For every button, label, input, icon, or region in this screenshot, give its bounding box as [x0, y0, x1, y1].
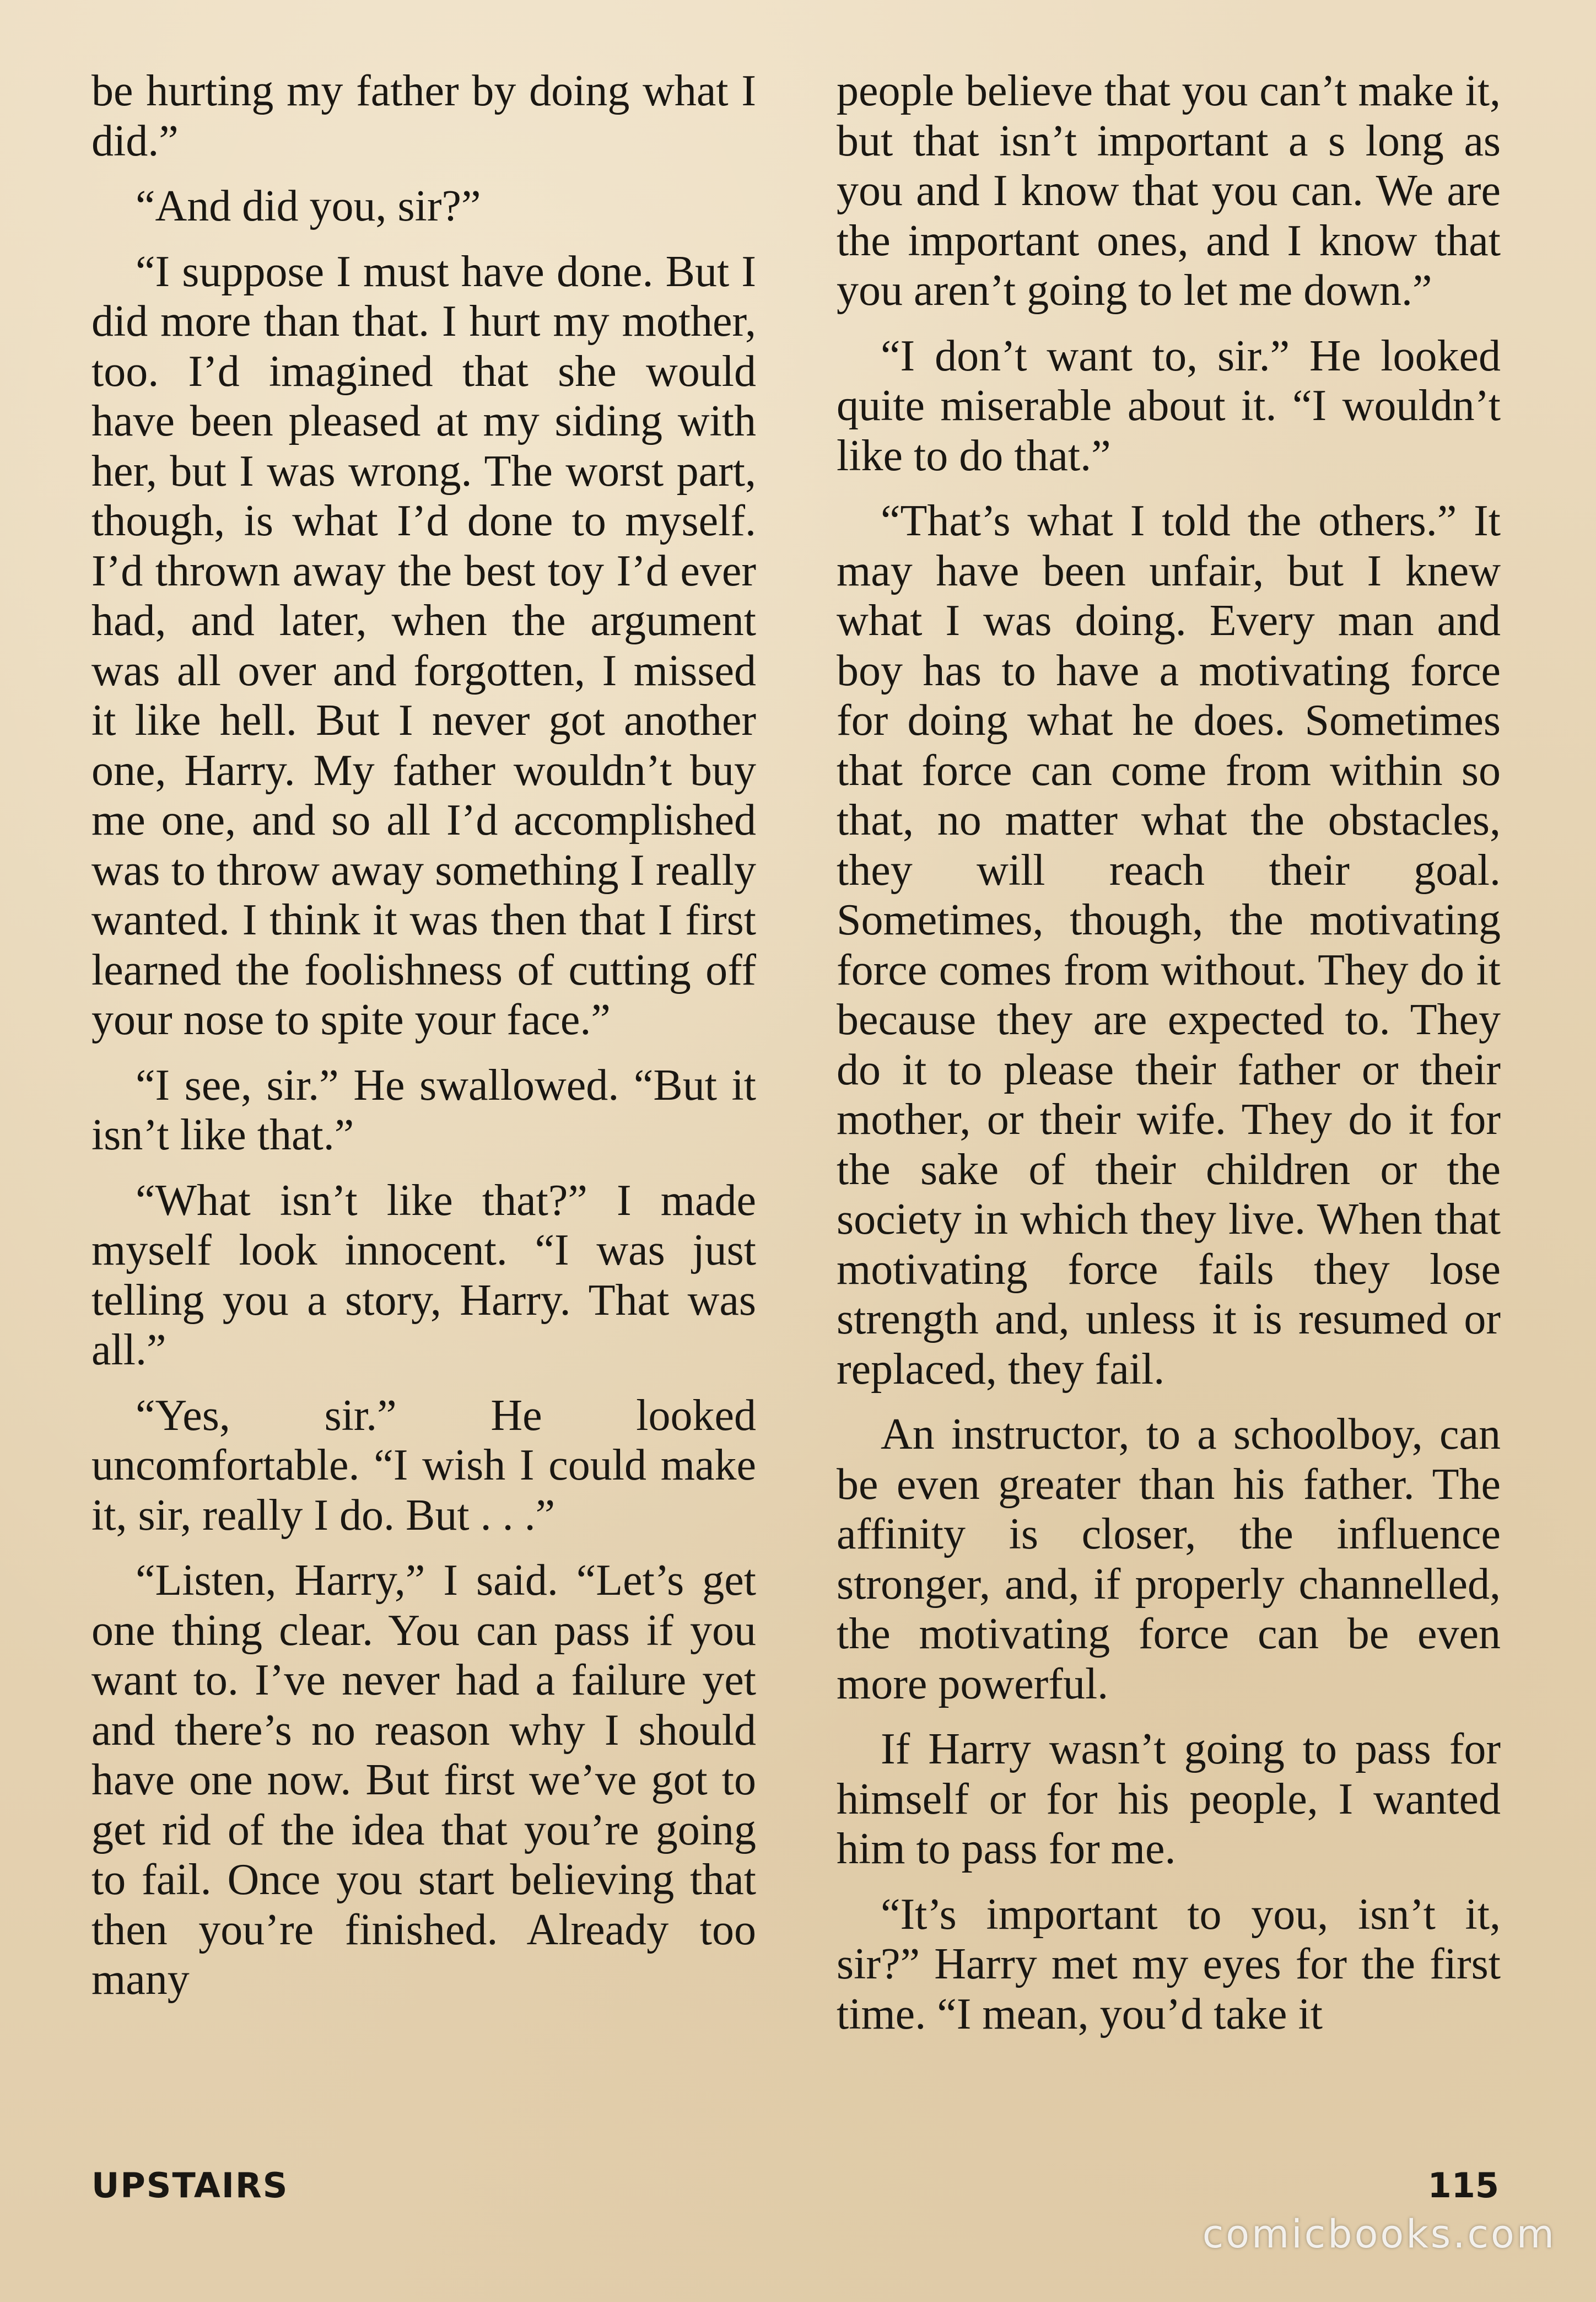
paragraph: “What isn’t like that?” I made myself look innocent. “I was just telling you a story, Harry. That was all.” — [91, 1176, 756, 1374]
watermark-text: comicbooks.com — [1202, 2212, 1556, 2257]
paragraph-continuation: people believe that you can’t make it, but that isn’t important a s long as you and I know that you can. We are the important ones, and I know that you aren’t going to let me down.” — [837, 67, 1501, 315]
running-title: UPSTAIRS — [91, 2165, 289, 2206]
left-text-column — [91, 66, 756, 2020]
paragraph: “I see, sir.” He swallowed. “But it isn’t like that.” — [91, 1061, 756, 1159]
paragraph: If Harry wasn’t going to pass for himself or for his people, I wanted him to pass for me. — [837, 1725, 1501, 1873]
right-text-column — [837, 66, 1501, 2054]
paragraph: “And did you, sir?” — [136, 182, 481, 230]
page-number: 115 — [1427, 2165, 1499, 2206]
paragraph: “I suppose I must have done. But I did more than that. I hurt my mother, too. I’d imagined that she would have been pleased at my siding with her, but I was wrong. The worst part, though, is what I’d done to myself. I’d thrown away the best toy I’d ever had, and later, when the argument was all over and forgotten, I missed it like hell. But I never got another one, Harry. My father wouldn’t buy me one, and so all I’d accomplished was to throw away something I really wanted. I think it was then that I first learned the foolishness of cutting off your nose to spite your face.” — [91, 247, 756, 1044]
paragraph: “Yes, sir.” He looked uncomfortable. “I wish I could make it, sir, really I do. But . . .” — [91, 1391, 756, 1540]
paragraph: “It’s important to you, isn’t it, sir?” Harry met my eyes for the first time. “I mean, you’d take it — [837, 1890, 1501, 2039]
paragraph: An instructor, to a schoolboy, can be even greater than his father. The affinity is closer, the influence stronger, and, if properly channelled, the motivating force can be even more powerful. — [837, 1410, 1501, 1708]
paragraph: “Listen, Harry,” I said. “Let’s get one thing clear. You can pass if you want to. I’ve never had a failure yet and there’s no reason why I should have one now. But first we’ve got to get rid of the idea that you’re going to fail. Once you start believing that then you’re finished. Already too many — [91, 1556, 756, 2004]
paragraph: “That’s what I told the others.” It may have been unfair, but I knew what I was doing. Every man and boy has to have a motivating force for doing what he does. Sometimes that force can come from within so that, no matter what the obstacles, they will reach their goal. Sometimes, though, the motivating force comes from without. They do it because they are expected to. They do it to please their father or their mother, or their wife. They do it for the sake of their children or the society in which they live. When that motivating force fails they lose strength and, unless it is resumed or replaced, they fail. — [837, 497, 1501, 1394]
paragraph-continuation: be hurting my father by doing what I did.” — [91, 67, 756, 165]
paragraph: “I don’t want to, sir.” He looked quite miserable about it. “I wouldn’t like to do that.” — [837, 331, 1501, 480]
